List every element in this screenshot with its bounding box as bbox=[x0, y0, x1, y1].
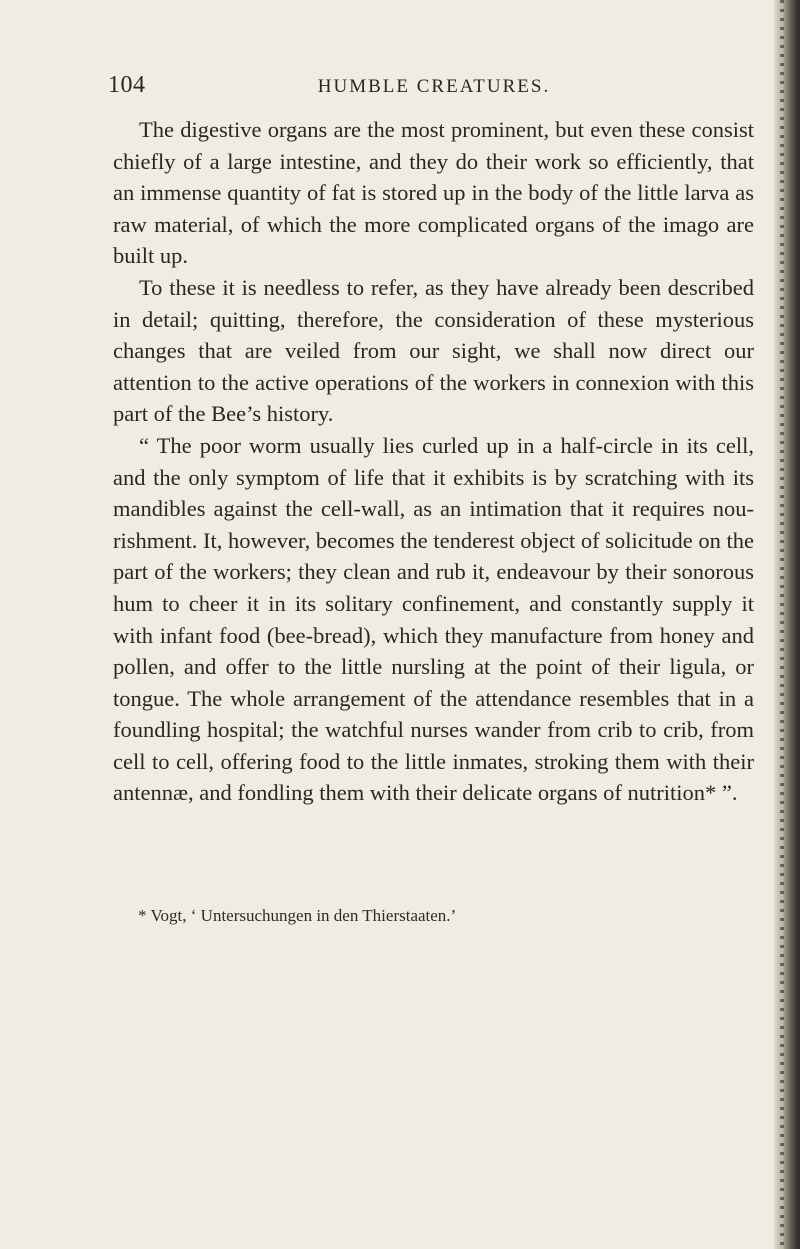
page-edge-shadow bbox=[774, 0, 800, 1249]
page-number: 104 bbox=[108, 72, 146, 98]
paragraph-workers-attention: To these it is needless to refer, as they have already been described in detail; quitting, therefore, the consideration of these mysterious changes that are veiled from our sight, we shall now direct our attention to the active operations of the workers in connexion with this part of the Bee’s history. bbox=[113, 274, 754, 427]
body-text bbox=[113, 114, 754, 809]
footnote: * Vogt, ‘ Untersuchungen in den Thierstaaten.’ bbox=[138, 906, 457, 925]
running-head: HUMBLE CREATURES. bbox=[317, 76, 551, 97]
paragraph-digestive-organs: The digestive organs are the most prominent, but even these consist chiefly of a large intestine, and they do their work so efficiently, that an immense quantity of fat is stored up in the body of the little larva as raw material, of which the more complicated organs of the imago are built up. bbox=[113, 117, 754, 269]
page-header bbox=[108, 62, 760, 102]
paragraph-quotation-worm: “ The poor worm usually lies curled up in a half-circle in its cell, and the only symptom of life that it exhibits is by scratching with its mandibles against the cell-wall, as an intimation that it requires nourishment. It, however, becomes the tenderest object of solicitude on the part of the workers; they clean and rub it, endeavour by their sonorous hum to cheer it in its solitary confinement, and constantly supply it with infant food (bee-bread), which they manufacture from honey and pollen, and offer to the little nursling at the point of their ligula, or tongue. The whole arrangement of the attendance resembles that in a foundling hospital; the watchful nurses wander from crib to crib, from cell to cell, offering food to the little inmates, stroking them with their antennæ, and fondling them with their delicate organs of nutrition* ”. bbox=[113, 432, 754, 806]
